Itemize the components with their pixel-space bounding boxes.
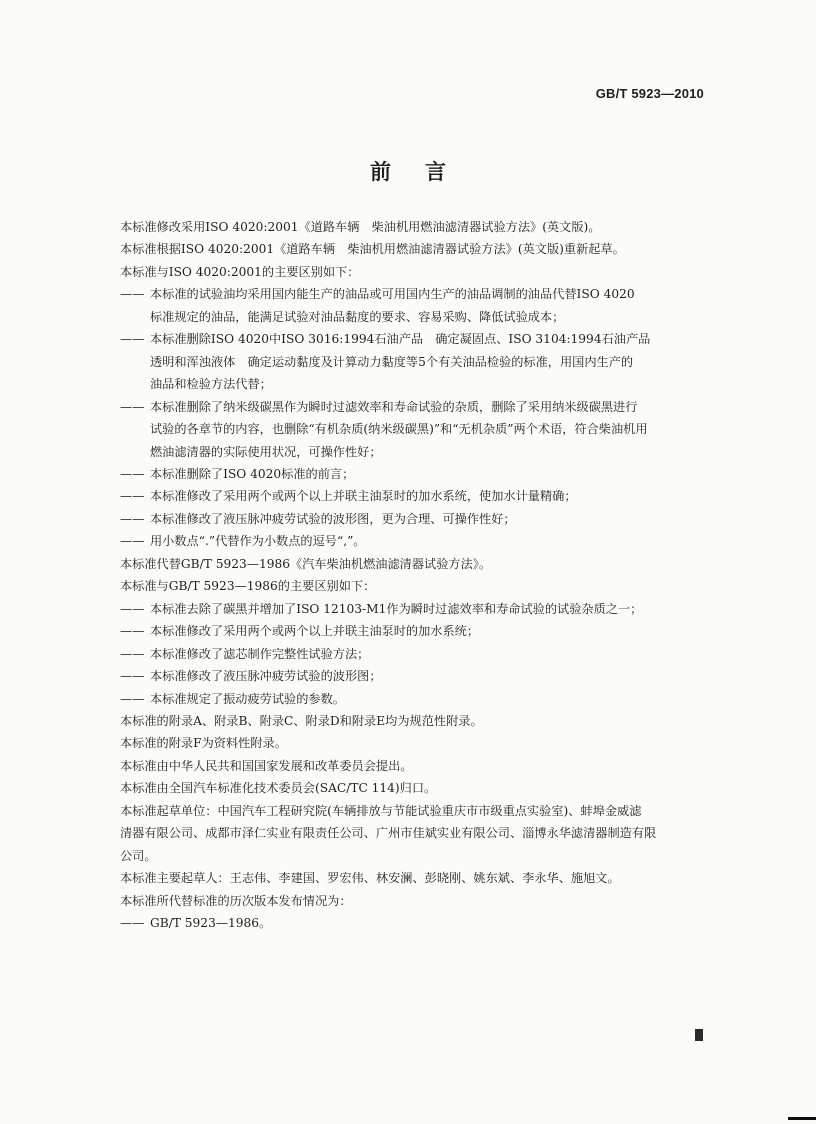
paragraph-line: 本标准与GB/T 5923—1986的主要区别如下：: [120, 579, 376, 594]
list-item-text: 本标准修改了滤芯制作完整性试验方法；: [150, 646, 370, 661]
continuation-line: 油品和检验方法代替；: [150, 377, 272, 392]
paragraph-line: 本标准主要起草人：王志伟、李建国、罗宏伟、林安澜、彭晓刚、姚东斌、李永华、施旭文。: [120, 871, 620, 886]
paragraph-line: 本标准与ISO 4020:2001的主要区别如下：: [120, 264, 360, 279]
paragraph-line: 本标准起草单位：中国汽车工程研究院(车辆排放与节能试验重庆市市级重点实验室)、蚌埠金威滤: [120, 803, 642, 818]
page-number: [695, 1029, 703, 1041]
dash-mark: ——: [120, 691, 145, 706]
continuation-line: 标准规定的油品，能满足试验对油品黏度的要求、容易采购、降低试验成本；: [150, 309, 565, 324]
continuation-line: 试验的各章节的内容，也删除“有机杂质(纳米级碳黑)”和“无机杂质”两个术语，符合柴油机用: [150, 422, 648, 437]
list-item-text: GB/T 5923—1986。: [150, 916, 272, 931]
list-item: [120, 485, 710, 507]
list-item-text: 本标准修改了采用两个或两个以上并联主油泵时的加水系统，使加水计量精确；: [150, 489, 577, 504]
list-item: [120, 463, 710, 485]
list-item: [120, 508, 710, 530]
list-item-text: 用小数点“.”代替作为小数点的逗号“,”。: [150, 534, 366, 549]
dash-mark: ——: [120, 669, 145, 684]
list-item-text: 本标准修改了采用两个或两个以上并联主油泵时的加水系统；: [150, 624, 480, 639]
paragraph-line: 本标准修改采用ISO 4020:2001《道路车辆 柴油机用燃油滤清器试验方法》(英文版)。: [120, 220, 601, 234]
paragraph-line: 本标准所代替标准的历次版本发布情况为：: [120, 893, 352, 908]
list-item-text: 本标准去除了碳黑并增加了ISO 12103-M1作为瞬时过滤效率和寿命试验的试验杂质之一；: [150, 601, 643, 616]
list-item-text: 本标准修改了液压脉冲疲劳试验的波形图；: [150, 669, 382, 684]
standard-number: GB/T 5923—2010: [595, 86, 704, 101]
paragraph-line: 本标准的附录A、附录B、附录C、附录D和附录E均为规范性附录。: [120, 713, 483, 728]
list-item: [120, 620, 710, 642]
paragraph-line: 本标准根据ISO 4020:2001《道路车辆 柴油机用燃油滤清器试验方法》(英文版)重新起草。: [120, 242, 625, 257]
list-item: [120, 328, 710, 350]
dash-mark: ——: [120, 466, 145, 481]
paragraph-line: 本标准的附录F为资料性附录。: [120, 736, 287, 751]
list-item: [120, 643, 710, 665]
list-item: [120, 688, 710, 710]
dash-mark: ——: [120, 489, 145, 504]
document-body: [120, 216, 710, 935]
paragraph-line: 本标准由中华人民共和国国家发展和改革委员会提出。: [120, 758, 413, 773]
dash-mark: ——: [120, 624, 145, 639]
list-item: [120, 912, 710, 934]
dash-mark: ——: [120, 511, 145, 526]
paragraph-line: 本标准代替GB/T 5923—1986《汽车柴油机燃油滤清器试验方法》。: [120, 556, 492, 571]
continuation-line: 公司。: [120, 848, 157, 863]
dash-mark: ——: [120, 646, 145, 661]
dash-mark: ——: [120, 534, 145, 549]
list-item: [120, 598, 710, 620]
list-item-text: 本标准删除了纳米级碳黑作为瞬时过滤效率和寿命试验的杂质，删除了采用纳米级碳黑进行: [150, 399, 638, 414]
list-item-text: 本标准删除了ISO 4020标准的前言；: [150, 466, 355, 481]
list-item-text: 本标准的试验油均采用国内能生产的油品或可用国内生产的油品调制的油品代替ISO 4020: [150, 287, 635, 302]
paragraph-line: 本标准由全国汽车标准化技术委员会(SAC/TC 114)归口。: [120, 781, 437, 796]
dash-mark: ——: [120, 287, 145, 302]
list-item-text: 本标准规定了振动疲劳试验的参数。: [150, 691, 345, 706]
continuation-line: 清器有限公司、成都市泽仁实业有限责任公司、广州市佳斌实业有限公司、淄博永华滤清器制造有限: [120, 826, 657, 841]
page-title: 前言: [370, 160, 480, 184]
dash-mark: ——: [120, 399, 145, 414]
list-item-text: 本标准删除ISO 4020中ISO 3016:1994石油产品 确定凝固点、ISO 3104:1994石油产品: [150, 332, 651, 347]
continuation-line: 透明和浑浊液体 确定运动黏度及计算动力黏度等5个有关油品检验的标准，用国内生产的: [150, 354, 634, 369]
list-item: [120, 283, 710, 305]
list-item: [120, 396, 710, 418]
dash-mark: ——: [120, 916, 145, 931]
continuation-line: 燃油滤清器的实际使用状况，可操作性好；: [150, 444, 382, 459]
dash-mark: ——: [120, 332, 145, 347]
corner-mark: [788, 1117, 816, 1120]
list-item: [120, 665, 710, 687]
list-item-text: 本标准修改了液压脉冲疲劳试验的波形图，更为合理、可操作性好；: [150, 511, 516, 526]
list-item: [120, 530, 710, 552]
dash-mark: ——: [120, 601, 145, 616]
